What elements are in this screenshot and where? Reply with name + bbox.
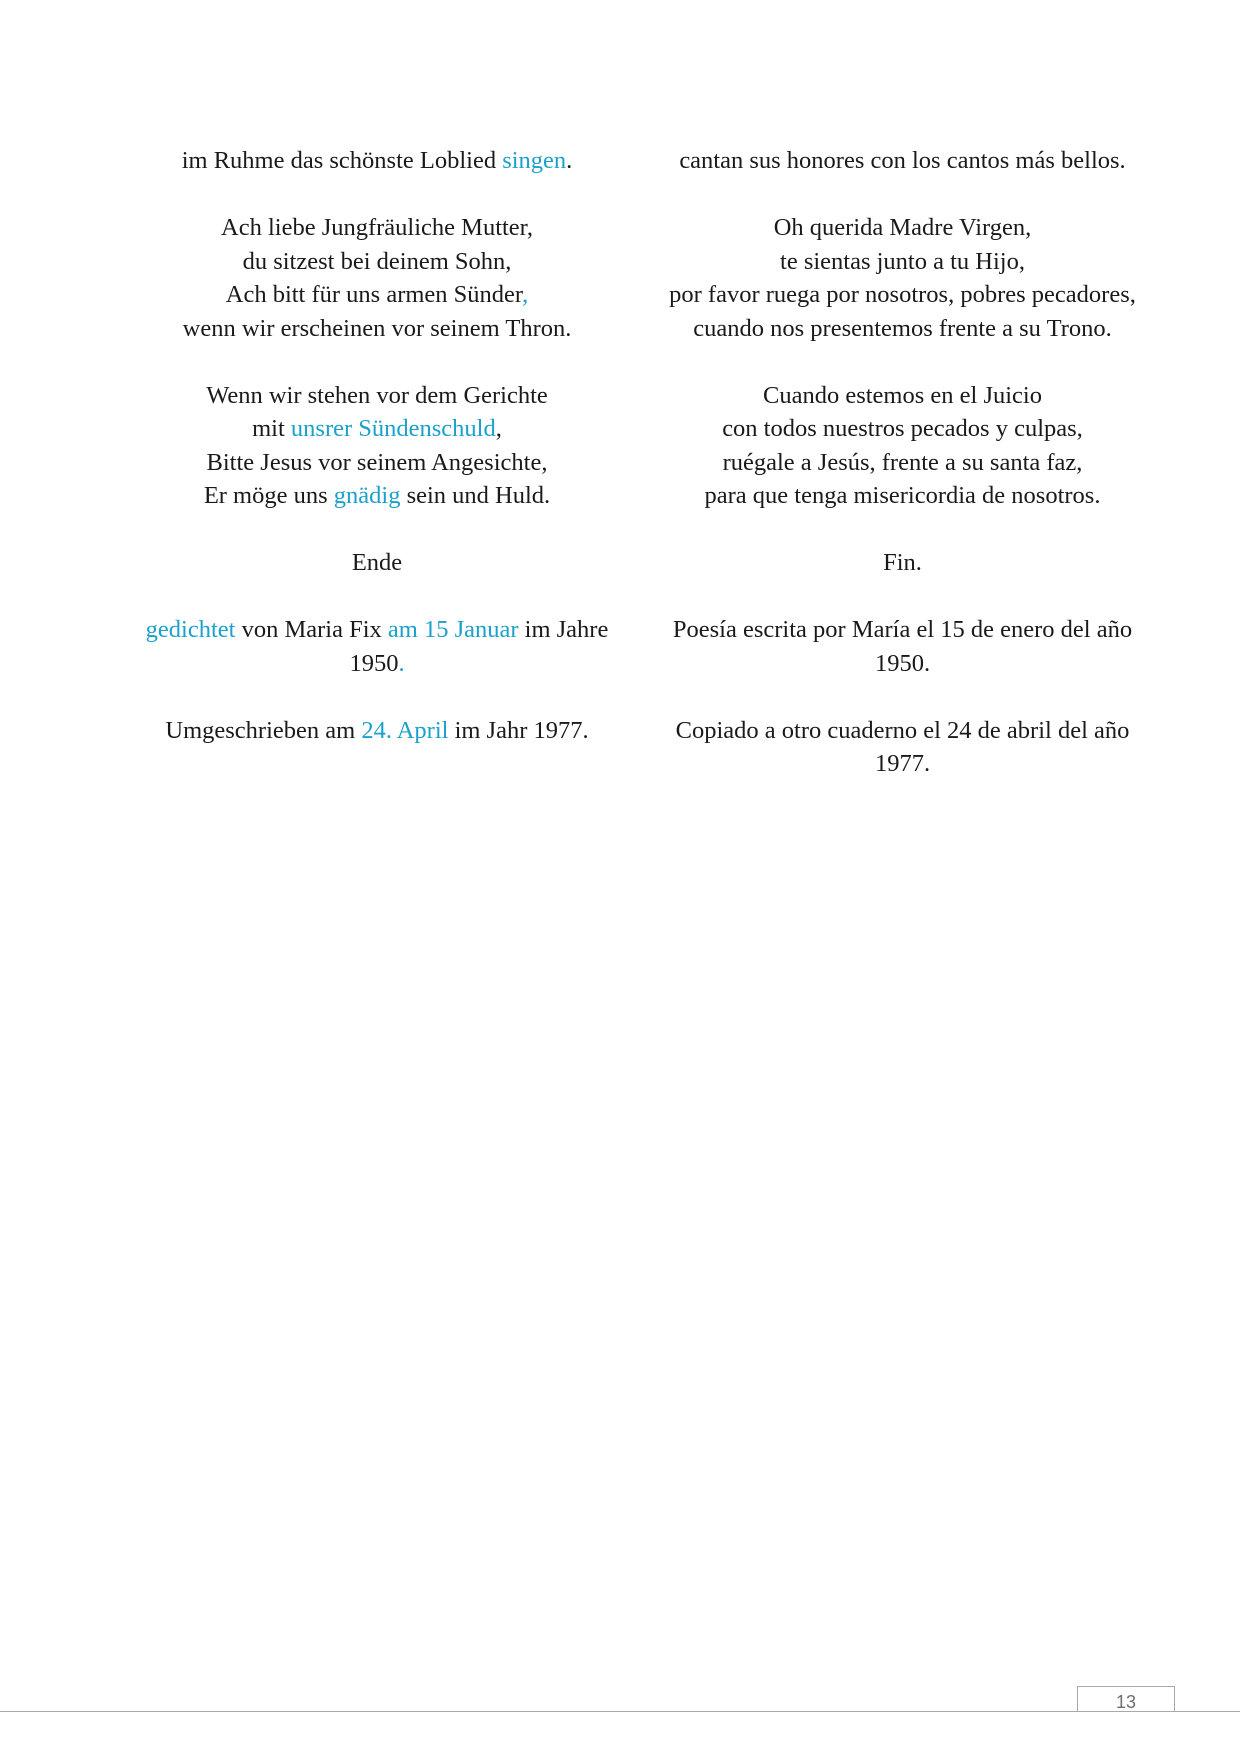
highlighted-word: gedichtet bbox=[145, 616, 236, 643]
highlighted-word: , bbox=[522, 281, 529, 308]
note-line: Copiado a otro cuaderno el 24 de abril del año bbox=[675, 716, 1130, 744]
verse-text: mit bbox=[252, 415, 291, 442]
verse-line: cantan sus honores con los cantos más bellos. bbox=[679, 147, 1126, 174]
stanza-es-end bbox=[655, 546, 1150, 580]
poem-column-spanish bbox=[655, 144, 1150, 814]
verse-line: por favor ruega por nosotros, pobres pecadores, bbox=[669, 281, 1136, 308]
stanza-es-3 bbox=[655, 379, 1150, 513]
verse-text: , bbox=[495, 415, 502, 442]
verse-line bbox=[132, 278, 622, 312]
verse-text: . bbox=[566, 147, 573, 174]
note-text: Umgeschrieben am bbox=[165, 716, 362, 744]
note-text: im Jahr 1977. bbox=[448, 716, 589, 744]
verse-line: Ach liebe Jungfräuliche Mutter, bbox=[221, 214, 533, 241]
poem-column-german bbox=[132, 144, 622, 781]
verse-line bbox=[132, 144, 622, 178]
note-text: von Maria Fix bbox=[235, 616, 388, 643]
stanza-de-3 bbox=[132, 379, 622, 513]
authorship-note-de bbox=[132, 613, 622, 680]
verse-line: wenn wir erscheinen vor seinem Thron. bbox=[182, 314, 572, 342]
verse-line bbox=[132, 479, 622, 513]
highlighted-word: 24. April bbox=[361, 716, 449, 744]
footer-divider bbox=[0, 1711, 1240, 1712]
note-line bbox=[132, 714, 622, 748]
copy-note-es bbox=[655, 714, 1150, 781]
verse-text: im Ruhme das schönste Loblied bbox=[181, 147, 503, 174]
authorship-note-es bbox=[655, 613, 1150, 680]
note-line: 1950. bbox=[874, 649, 931, 677]
verse-text: sein und Huld. bbox=[400, 482, 551, 509]
note-line: Poesía escrita por María el 15 de enero del año bbox=[672, 616, 1133, 643]
verse-line: con todos nuestros pecados y culpas, bbox=[722, 415, 1083, 442]
verse-line: te sientas junto a tu Hijo, bbox=[780, 247, 1025, 275]
highlighted-word: am 15 Januar bbox=[387, 616, 519, 643]
poem-end-label: Ende bbox=[351, 549, 403, 576]
highlighted-word: gnädig bbox=[333, 482, 401, 509]
highlighted-word: unsrer Sündenschuld bbox=[290, 415, 496, 442]
note-text: im Jahre 1950 bbox=[349, 616, 609, 677]
stanza-de-2 bbox=[132, 211, 622, 345]
verse-line: du sitzest bei deinem Sohn, bbox=[242, 247, 512, 275]
verse-line: Cuando estemos en el Juicio bbox=[763, 381, 1042, 409]
stanza-de-1 bbox=[132, 144, 622, 178]
stanza-de-end bbox=[132, 546, 622, 580]
stanza-es-2 bbox=[655, 211, 1150, 345]
highlighted-word: . bbox=[398, 649, 405, 677]
verse-line: Bitte Jesus vor seinem Angesichte, bbox=[206, 448, 548, 476]
note-line: 1977. bbox=[874, 750, 931, 777]
copy-note-de bbox=[132, 714, 622, 748]
highlighted-word: singen bbox=[502, 147, 567, 174]
verse-line: para que tenga misericordia de nosotros. bbox=[704, 482, 1101, 509]
stanza-es-1 bbox=[655, 144, 1150, 178]
verse-text: Er möge uns bbox=[203, 482, 334, 509]
verse-line: Wenn wir stehen vor dem Gerichte bbox=[206, 381, 548, 409]
verse-line: ruégale a Jesús, frente a su santa faz, bbox=[722, 448, 1083, 476]
verse-line: cuando nos presentemos frente a su Trono. bbox=[693, 314, 1112, 342]
verse-line bbox=[132, 412, 622, 446]
poem-end-label: Fin. bbox=[883, 549, 922, 576]
page-number: 13 bbox=[1077, 1686, 1175, 1711]
verse-text: Ach bitt für uns armen Sünder bbox=[225, 281, 523, 308]
verse-line: Oh querida Madre Virgen, bbox=[773, 214, 1032, 241]
